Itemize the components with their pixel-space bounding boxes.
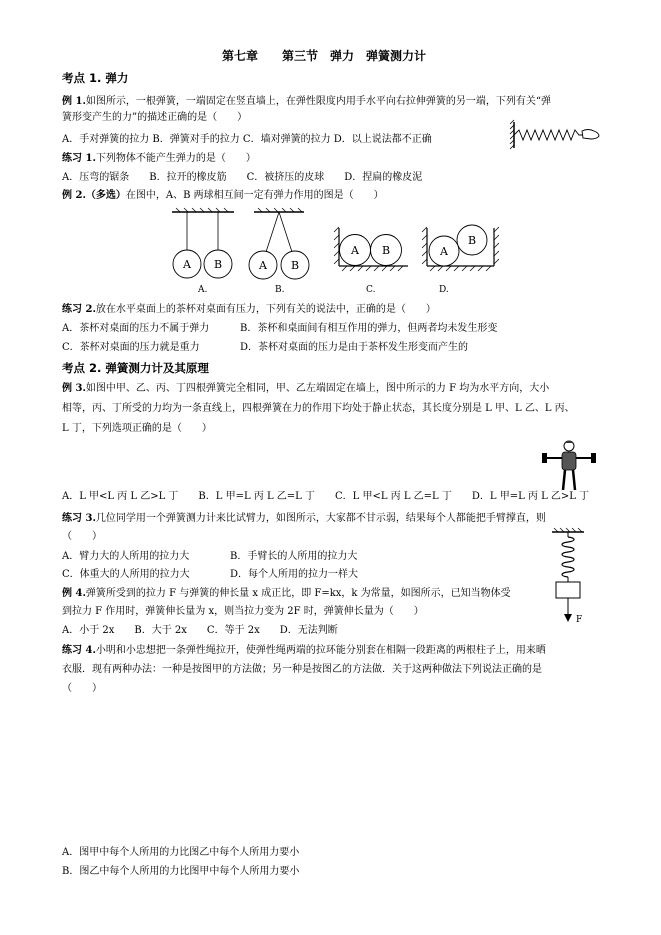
ball-b-label: B <box>467 234 477 247</box>
practice-1-line <box>62 152 256 165</box>
hand-icon <box>582 130 599 140</box>
practice-3-text: 几位同学用一个弹簧测力计来比试臂力，如图所示，大家都不甘示弱，结果每个人都能把手臂撑直，则 <box>95 513 546 524</box>
ball-figures <box>170 210 500 300</box>
practice-3-label: 练习 3. <box>62 513 96 524</box>
force-arrow-icon <box>564 614 572 622</box>
practice-3-line-1 <box>62 512 546 525</box>
section-heading-1: 考点 1. 弹力 <box>62 71 129 85</box>
example-1-options: A．手对弹簧的拉力 B．弹簧对手的拉力 C．墙对弹簧的拉力 D．以上说法都不正确 <box>62 134 432 145</box>
example-3-text: 如图中甲、乙、丙、丁四根弹簧完全相同，甲、乙左端固定在墙上，图中所示的力 F 均为水平方向，大小 <box>85 383 550 394</box>
page-title: 第七章 第三节 弹力 弹簧测力计 <box>222 49 427 63</box>
spring-hand-figure <box>510 120 602 150</box>
practice-2-line <box>62 303 436 316</box>
handle-right-icon <box>591 453 596 463</box>
ball-a-label: A <box>259 259 267 272</box>
practice-2-option-c: C．茶杯对桌面的压力就是重力 <box>62 342 200 353</box>
practice-4-text: 小明和小忠想把一条弹性绳拉开，使弹性绳两端的拉环能分别套在相隔一段距离的两根柱子上，用来晒 <box>95 645 546 656</box>
practice-2-option-a: A．茶杯对桌面的压力不属于弹力 <box>62 323 210 334</box>
example-4-label: 例 4. <box>62 588 86 599</box>
figure-c-label: C. <box>366 285 376 295</box>
example-3-label: 例 3. <box>62 383 86 394</box>
practice-2-label: 练习 2. <box>62 304 96 315</box>
example-4-line-1 <box>62 587 511 600</box>
example-4-options: A．小于 2x B．大于 2x C．等于 2x D．无法判断 <box>62 625 338 636</box>
example-2-label: 例 2.（多选） <box>62 190 126 201</box>
practice-2-text: 放在水平桌面上的茶杯对桌面有压力，下列有关的说法中，正确的是（ ） <box>95 304 436 315</box>
example-3-line-1 <box>62 382 549 395</box>
practice-4-option-a: A．图甲中每个人所用的力比图乙中每个人所用力要小 <box>62 847 300 858</box>
practice-3-option-c: C．体重大的人所用的拉力大 <box>62 569 190 580</box>
practice-4-line-1 <box>62 644 546 657</box>
practice-2-option-d: D．茶杯对桌面的压力是由于茶杯发生形变而产生的 <box>240 342 469 353</box>
example-1-text: 如图所示，一根弹簧，一端固定在竖直墙上，在弹性限度内用手水平向右拉伸弹簧的另一端，下列有关“弹 <box>85 96 552 107</box>
example-4-line-2: 到拉力 F 作用时，弹簧伸长量为 x，则当拉力变为 2F 时，弹簧伸长量为（ ） <box>62 606 424 617</box>
ball-a-label: A <box>440 245 448 258</box>
practice-2-option-b: B．茶杯和桌面间有相互作用的弹力，但两者均未发生形变 <box>240 323 498 334</box>
figure-d <box>422 225 499 295</box>
practice-3-option-d: D．每个人所用的拉力一样大 <box>230 569 359 580</box>
practice-4-option-b: B．图乙中每个人所用的力比图甲中每个人所用力要小 <box>62 866 300 877</box>
practice-1-text: 下列物体不能产生弹力的是（ ） <box>95 153 256 164</box>
ball-b-label: B <box>381 244 391 257</box>
example-3-line-2: 相等，丙、丁所受的力均为一条直线上，四根弹簧在力的作用下均处于静止状态，其长度分别是 L 甲、L 乙、L 丙、 <box>62 403 575 414</box>
figure-c <box>334 227 408 295</box>
figure-b <box>249 208 309 295</box>
practice-3-option-a: A．臂力大的人所用的拉力大 <box>62 551 190 562</box>
section-heading-2: 考点 2. 弹簧测力计及其原理 <box>62 361 209 375</box>
person-stretching-figure <box>540 438 600 493</box>
ball-a-label: A <box>183 258 191 271</box>
practice-4-line-3: （ ） <box>62 683 102 694</box>
example-4-text: 弹簧所受到的拉力 F 与弹簧的伸长量 x 成正比，即 F=kx，k 为常量，如图所示，已知当物体受 <box>85 588 511 599</box>
practice-1-options: A．压弯的锯条 B．拉开的橡皮筋 C．被挤压的皮球 D．捏扁的橡皮泥 <box>62 172 423 183</box>
handle-left-icon <box>542 453 547 463</box>
figure-b-label: B. <box>275 285 285 295</box>
example-2-text: 在图中，A、B 两球相互间一定有弹力作用的图是（ ） <box>125 190 384 201</box>
figure-a <box>172 208 234 295</box>
ball-b-label: B <box>213 258 223 271</box>
figure-d-label: D. <box>439 285 449 295</box>
practice-3-line-2: （ ） <box>62 531 102 542</box>
ball-b-label: B <box>290 259 300 272</box>
example-3-options: A．L 甲<L 丙 L 乙>L 丁 B．L 甲=L 丙 L 乙=L 丁 C．L 甲<L 丙 L 乙=L 丁 D．L 甲=L 丙 L 乙>L 丁 <box>62 491 590 502</box>
example-1-label: 例 1. <box>62 96 86 107</box>
hanging-spring-figure <box>548 528 598 628</box>
force-label: F <box>576 615 583 625</box>
practice-4-label: 练习 4. <box>62 645 96 656</box>
figure-a-label: A. <box>198 285 208 295</box>
ball-a-label: A <box>351 244 359 257</box>
practice-4-line-2: 衣服．现有两种办法：一种是按图甲的方法做；另一种是按图乙的方法做．关于这两种做法下列说法正确的是 <box>62 664 542 675</box>
example-1-line-2: 簧形变产生的力”的描述正确的是（ ） <box>62 112 248 123</box>
practice-3-option-b: B．手臂长的人所用的拉力大 <box>230 551 358 562</box>
practice-1-label: 练习 1. <box>62 153 96 164</box>
example-3-line-3: L 丁，下列选项正确的是（ ） <box>62 423 212 434</box>
example-1-line-1 <box>62 95 551 108</box>
example-2-line <box>62 189 384 202</box>
